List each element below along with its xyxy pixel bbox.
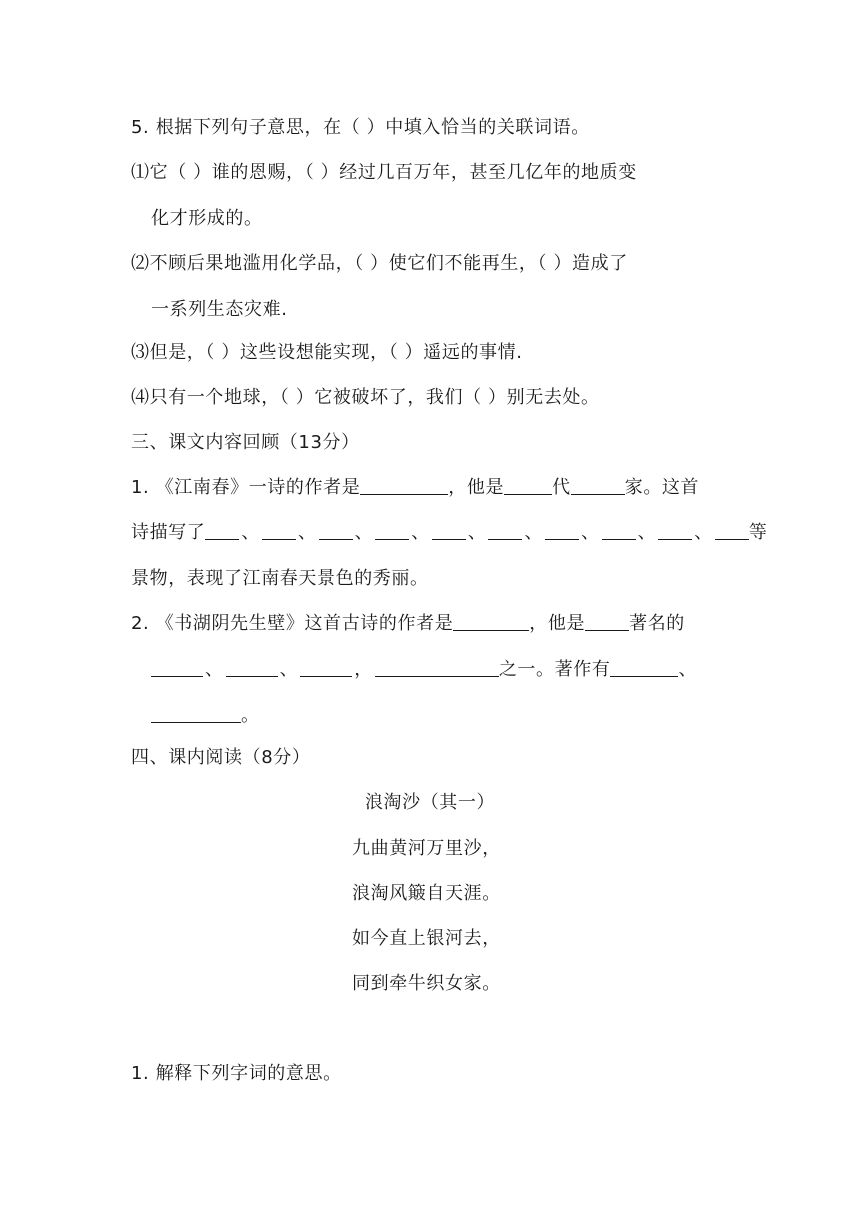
answer-blank[interactable] — [375, 521, 409, 540]
separator: 、 — [581, 522, 600, 543]
separator: 、 — [279, 659, 299, 680]
separator: 、 — [467, 522, 487, 543]
sec3-q2-text-1: 2. 《书湖阴先生壁》这首古诗的作者是 — [131, 613, 454, 634]
answer-blank[interactable] — [504, 476, 552, 495]
answer-blank[interactable] — [571, 476, 625, 495]
sec3-q1-text-5: 诗描写了 — [131, 522, 206, 543]
q5-sentence-1-line-2: 化才形成的。 — [151, 208, 263, 229]
sec3-q1-text-4: 家。这首 — [624, 477, 700, 498]
answer-blank[interactable] — [300, 658, 352, 677]
separator: 、 — [524, 522, 544, 543]
answer-blank[interactable] — [262, 521, 296, 540]
sec3-q2-text-2: ，他是 — [529, 613, 586, 634]
separator: 、 — [411, 522, 430, 543]
answer-blank[interactable] — [319, 521, 353, 540]
sec3-q1-line-3: 景物，表现了江南春天景色的秀丽。 — [131, 568, 429, 589]
poem-title: 浪淘沙（其一） — [364, 792, 496, 813]
sec3-q2-text-5: 。 — [241, 705, 260, 726]
sec3-q2-text-3: 著名的 — [629, 613, 685, 634]
sec3-q1-text-2: ，他是 — [448, 477, 505, 498]
separator: 、 — [298, 522, 317, 543]
answer-blank[interactable] — [360, 476, 448, 495]
separator: 、 — [354, 522, 374, 543]
answer-blank[interactable] — [602, 521, 636, 540]
sec3-q2-text-4: 之一。著作有 — [498, 659, 611, 680]
poem-line-2: 浪淘风簸自天涯。 — [352, 883, 501, 904]
answer-blank[interactable] — [488, 521, 522, 540]
q5-title: 5. 根据下列句子意思，在（ ）中填入恰当的关联词语。 — [131, 117, 590, 138]
separator: ， — [354, 659, 373, 680]
poem-line-4: 同到牵牛织女家。 — [352, 973, 501, 994]
poem-line-3: 如今直上银河去， — [352, 928, 501, 949]
sec4-q1: 1. 解释下列字词的意思。 — [131, 1063, 342, 1084]
q5-sentence-2-line-2: 一系列生态灾难. — [151, 299, 288, 320]
sec3-q2-line-2 — [151, 657, 697, 683]
sec3-q1-line-1 — [131, 475, 699, 501]
q5-sentence-4: ⑷只有一个地球，（ ）它被破坏了，我们（ ）别无去处。 — [131, 387, 600, 408]
answer-blank[interactable] — [658, 521, 692, 540]
section-4-heading: 四、课内阅读（8分） — [131, 747, 311, 768]
sec3-q1-line-2 — [131, 520, 768, 546]
sec3-q1-text-1: 1. 《江南春》一诗的作者是 — [131, 477, 361, 498]
separator: 、 — [241, 522, 261, 543]
answer-blank[interactable] — [715, 521, 749, 540]
answer-blank[interactable] — [151, 658, 203, 677]
separator: 、 — [205, 659, 224, 680]
sec3-q1-text-3: 代 — [552, 477, 571, 498]
sec3-q2-line-1 — [131, 611, 685, 637]
answer-blank[interactable] — [453, 612, 529, 631]
answer-blank[interactable] — [585, 612, 629, 631]
q5-sentence-2-line-1: ⑵不顾后果地滥用化学品，（ ）使它们不能再生，（ ）造成了 — [131, 253, 628, 274]
poem-line-1: 九曲黄河万里沙， — [352, 838, 501, 859]
answer-blank[interactable] — [375, 658, 499, 677]
q5-sentence-3: ⑶但是，（ ）这些设想能实现，（ ）遥远的事情. — [131, 342, 523, 363]
answer-blank[interactable] — [545, 521, 579, 540]
sec3-q1-text-6: 等 — [748, 522, 768, 543]
separator: 、 — [694, 522, 713, 543]
separator: 、 — [678, 659, 698, 680]
answer-blank[interactable] — [226, 658, 278, 677]
q5-sentence-1-line-1: ⑴它（ ）谁的恩赐，（ ）经过几百万年，甚至几亿年的地质变 — [131, 162, 637, 183]
answer-blank[interactable] — [151, 704, 241, 723]
answer-blank[interactable] — [432, 521, 466, 540]
answer-blank[interactable] — [610, 658, 678, 677]
separator: 、 — [637, 522, 657, 543]
sec3-q2-line-3 — [151, 703, 260, 729]
answer-blank[interactable] — [205, 521, 239, 540]
section-3-heading: 三、课文内容回顾（13分） — [131, 432, 360, 453]
